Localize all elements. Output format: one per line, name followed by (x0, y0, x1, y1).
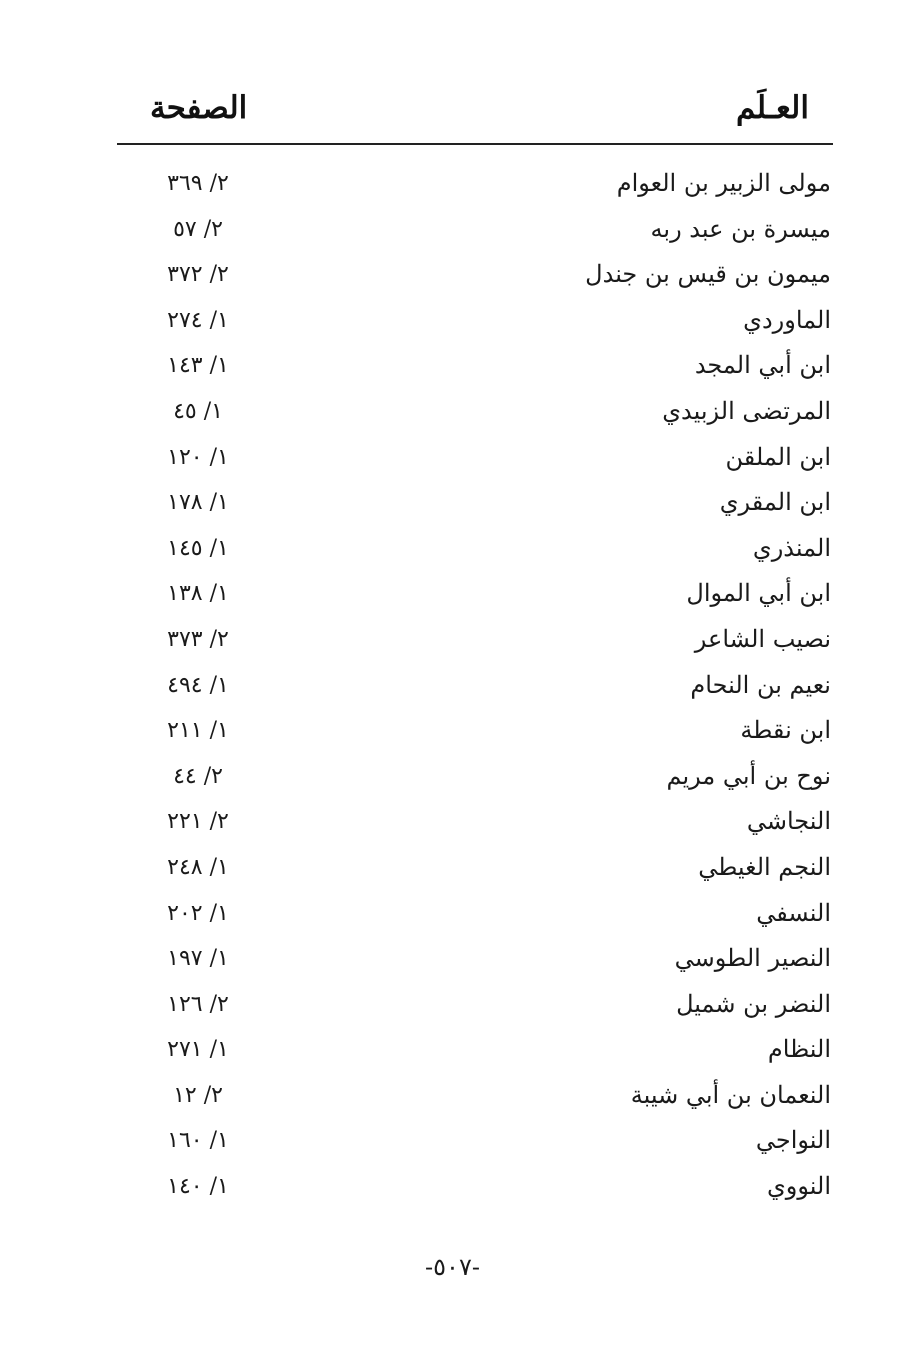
entry-page-ref: ١/ ١٤٥ (167, 535, 229, 561)
index-row (0, 1027, 905, 1073)
index-row (0, 389, 905, 435)
entry-page-ref: ٢/ ٣٧٢ (167, 262, 229, 288)
index-row (0, 754, 905, 800)
entry-name: نصيب الشاعر (694, 624, 831, 653)
entry-name: النجم الغيطي (698, 852, 831, 881)
index-row (0, 207, 905, 253)
entry-page-ref: ١/ ٢٤٨ (167, 854, 229, 880)
entry-name: ابن نقطة (740, 716, 831, 745)
column-header-name: العـلَم (736, 90, 809, 126)
entry-name: ميسرة بن عبد ربه (650, 214, 831, 243)
entry-page-ref: ٢/ ١٢٦ (167, 991, 229, 1017)
index-row (0, 526, 905, 572)
entry-page-ref: ١/ ٢١١ (167, 718, 229, 744)
index-row (0, 343, 905, 389)
entry-page-ref: ١/ ١٦٠ (167, 1128, 229, 1154)
entry-name: ميمون بن قيس بن جندل (585, 260, 831, 289)
entry-page-ref: ١/ ٢٧١ (167, 1037, 229, 1063)
entry-name: النظام (767, 1035, 831, 1064)
index-row (0, 891, 905, 937)
entry-page-ref: ١/ ٤٥ (173, 398, 223, 424)
entry-name: ابن الملقن (725, 442, 831, 471)
entry-page-ref: ٢/ ٤٤ (173, 763, 223, 789)
entry-page-ref: ٢/ ٣٦٩ (167, 171, 229, 196)
entry-page-ref: ٢/ ٥٧ (173, 216, 223, 242)
entry-page-ref: ٢/ ٢٢١ (167, 809, 229, 835)
entry-name: النصير الطوسي (674, 944, 831, 973)
column-header-page: الصفحة (150, 90, 248, 126)
entry-name: نعيم بن النحام (690, 670, 831, 699)
index-row (0, 982, 905, 1028)
entry-name: ابن أبي المجد (694, 351, 831, 380)
index-list (0, 161, 905, 1210)
entry-page-ref: ١/ ١٧٨ (167, 490, 229, 516)
index-row (0, 799, 905, 845)
index-row (0, 617, 905, 663)
entry-name: ابن أبي الموال (686, 579, 831, 608)
entry-name: مولى الزبير بن العوام (616, 169, 831, 197)
entry-page-ref: ١/ ١٢٠ (167, 444, 229, 470)
entry-page-ref: ١/ ٤٩٤ (167, 672, 229, 698)
entry-name: النووي (767, 1172, 831, 1201)
index-row (0, 252, 905, 298)
index-row (0, 435, 905, 481)
entry-name: نوح بن أبي مريم (666, 761, 831, 790)
entry-page-ref: ١/ ٢٧٤ (167, 307, 229, 333)
entry-page-ref: ١/ ١٤٠ (167, 1174, 229, 1200)
header-divider (117, 143, 833, 145)
index-row (0, 936, 905, 982)
entry-name: النسفي (756, 898, 831, 927)
entry-name: النواجي (755, 1126, 831, 1155)
entry-page-ref: ١/ ١٤٣ (167, 353, 229, 379)
entry-name: الماوردي (743, 305, 831, 334)
entry-page-ref: ٢/ ١٢ (173, 1082, 223, 1108)
index-row (0, 1118, 905, 1164)
index-row (0, 708, 905, 754)
entry-page-ref: ١/ ٢٠٢ (167, 900, 229, 926)
entry-page-ref: ١/ ١٣٨ (167, 581, 229, 607)
page-number: -٥٠٧- (425, 1253, 480, 1281)
entry-name: النضر بن شميل (676, 989, 831, 1018)
entry-name: المنذري (752, 533, 831, 562)
entry-name: ابن المقري (719, 488, 831, 517)
index-row (0, 161, 905, 207)
index-row (0, 298, 905, 344)
entry-name: النعمان بن أبي شيبة (630, 1080, 831, 1109)
index-row (0, 1164, 905, 1210)
index-row (0, 1073, 905, 1119)
entry-name: المرتضى الزبيدي (662, 396, 831, 425)
entry-name: النجاشي (746, 807, 831, 836)
index-row (0, 571, 905, 617)
index-row (0, 845, 905, 891)
index-row (0, 480, 905, 526)
entry-page-ref: ١/ ١٩٧ (167, 946, 229, 972)
index-row (0, 663, 905, 709)
entry-page-ref: ٢/ ٣٧٣ (167, 626, 229, 652)
